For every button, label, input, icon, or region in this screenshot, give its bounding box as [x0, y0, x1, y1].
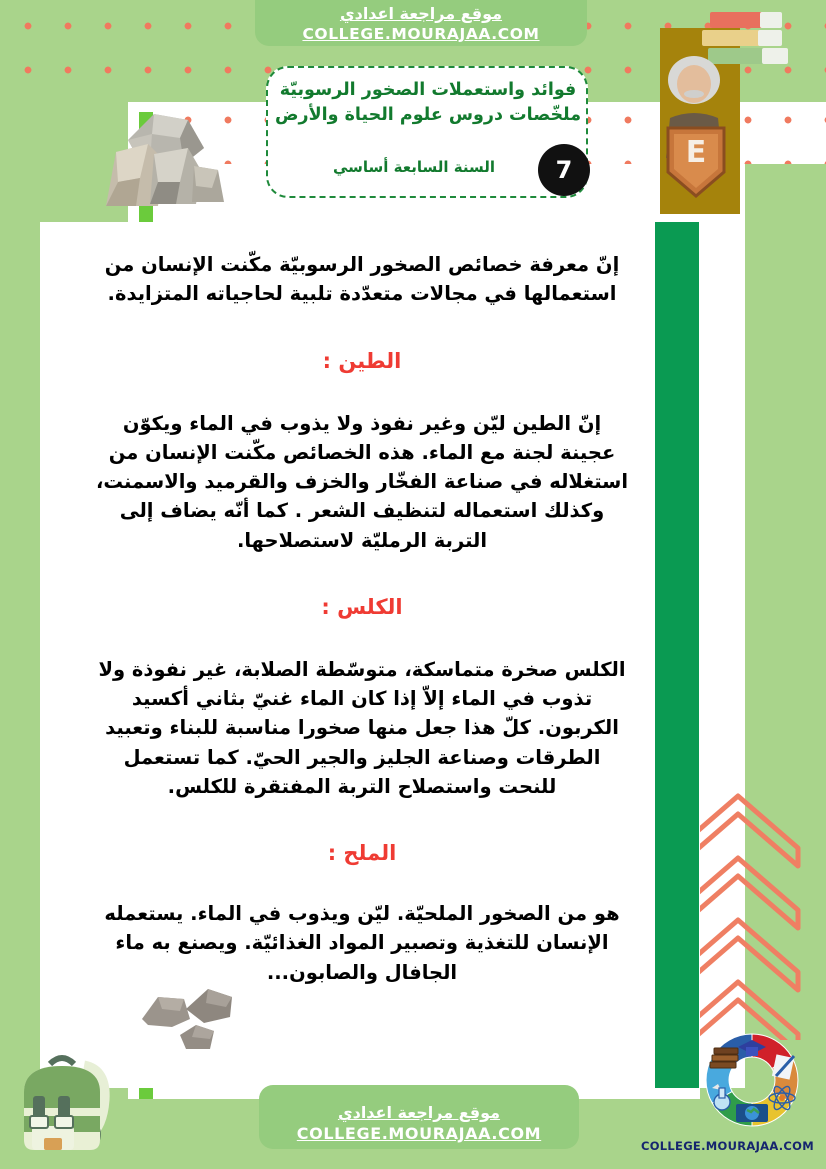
section-text-salt: هو من الصخور الملحيّة. ليّن ويذوب في الماء. يستعمله الإنسان للتغذية وتصبير المواد الغذائيّة. ويصنع به ماء الجافال والصابون...	[104, 902, 620, 984]
article-body	[92, 250, 632, 987]
section-heading-clay: الطين :	[322, 348, 402, 373]
section-heading-limestone: الكلس :	[321, 594, 403, 619]
footer-site-name-arabic: موقع مراجعة اعدادي	[337, 1103, 501, 1122]
page-title-line1: فوائد واستعملات الصخور الرسوبيّة	[279, 80, 577, 100]
spacer	[92, 555, 632, 595]
spacer	[92, 619, 632, 655]
header-site-name-arabic: موقع مراجعة اعدادي	[339, 4, 503, 23]
footer-branding	[259, 1103, 579, 1143]
green-vertical-column	[655, 222, 699, 1088]
section-heading-salt: الملح :	[327, 841, 397, 865]
education-icons-wheel	[700, 1028, 804, 1132]
spacer	[92, 865, 632, 899]
salt-rocks-image	[136, 975, 266, 1055]
header-site-url[interactable]: COLLEGE.MOURAJAA.COM	[302, 25, 540, 43]
chevron-decoration	[700, 790, 826, 1040]
spacer	[92, 373, 632, 409]
sedimentary-rocks-image	[92, 78, 232, 218]
section-text-clay: إنّ الطين ليّن وغير نفوذ ولا يذوب في الماء ويكوّن عجينة لجنة مع الماء. هذه الخصائص مكّنت الإنسان من استغلاله في صناعة الفخّار والخزف والقرميد والاسمنت، وكذلك استعماله لتنظيف الشعر . كما أنّه يضاف إلى التربة الرمليّة لاستصلاحها.	[95, 411, 629, 552]
page-title	[272, 78, 584, 129]
einstein-logo	[660, 44, 746, 216]
spacer	[92, 309, 632, 349]
footer-site-url[interactable]: COLLEGE.MOURAJAA.COM	[296, 1124, 542, 1143]
page-subtitle: السنة السابعة أساسي	[332, 158, 496, 176]
watermark-url: COLLEGE.MOURAJAA.COM	[640, 1139, 814, 1153]
spacer	[92, 801, 632, 841]
header-branding	[255, 4, 587, 43]
grade-badge: 7	[538, 144, 590, 196]
intro-paragraph: إنّ معرفة خصائص الصخور الرسوبيّة مكّنت الإنسان من استعمالها في مجالات متعدّدة تلبية لحاجياته المتزايدة.	[104, 253, 620, 306]
logo-letter: E	[685, 135, 707, 170]
page-title-line2: ملخّصات دروس علوم الحياة والأرض	[274, 105, 582, 126]
section-text-limestone: الكلس صخرة متماسكة، متوسّطة الصلابة، غير نفوذة ولا تذوب في الماء إلاّ إذا كان الماء غنيّ بثاني أكسيد الكربون. كلّ هذا جعل منها صخورا مناسبة للبناء وتعبيد الطرقات وصناعة الجليز والجير الحيّ. كما تستعمل للنحت واستصلاح التربة المفتقرة للكلس.	[98, 657, 626, 798]
backpack-image	[6, 1040, 118, 1160]
